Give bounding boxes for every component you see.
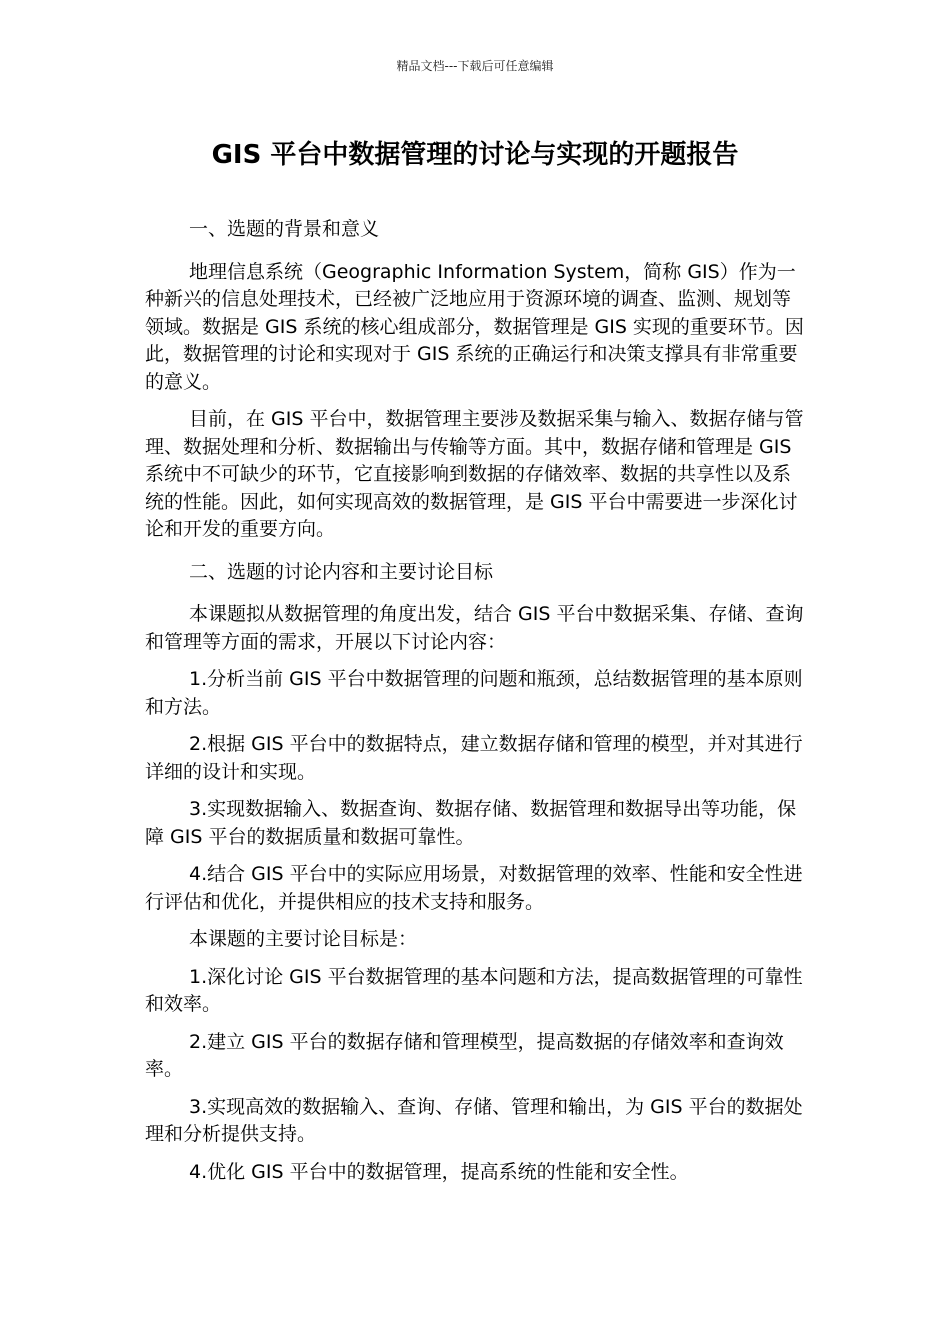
goals-intro: 本课题的主要讨论目标是： (189, 928, 418, 950)
paragraph-data-management-status: 目前，在 GIS 平台中，数据管理主要涉及数据采集与输入、数据存储与管理、数据处理和分析、数据输出与传输等方面。其中，数据存储和管理是 GIS 系统中不可缺少的环节，它直接影响到数据的存储效率、数据的共享性以及系统的性能。因此，如何实现高效的数据管理，是 GIS 平台中需要进一步深化讨论和开发的重要方向。 (145, 408, 804, 540)
goal-item-1: 1.深化讨论 GIS 平台数据管理的基本问题和方法，提高数据管理的可靠性和效率。 (145, 965, 803, 1015)
content-item-4: 4.结合 GIS 平台中的实际应用场景，对数据管理的效率、性能和安全性进行评估和优化，并提供相应的技术支持和服务。 (145, 863, 803, 913)
section-heading-background: 一、选题的背景和意义 (189, 218, 380, 240)
content-item-2: 2.根据 GIS 平台中的数据特点，建立数据存储和管理的模型，并对其进行详细的设计和实现。 (145, 733, 803, 783)
paragraph-content-intro: 本课题拟从数据管理的角度出发，结合 GIS 平台中数据采集、存储、查询和管理等方面的需求，开展以下讨论内容： (145, 603, 804, 653)
goal-item-4: 4.优化 GIS 平台中的数据管理，提高系统的性能和安全性。 (189, 1160, 689, 1183)
document-body (145, 216, 807, 1196)
goal-item-2: 2.建立 GIS 平台的数据存储和管理模型，提高数据的存储效率和查询效率。 (145, 1030, 784, 1080)
header-note: 精品文档---下载后可任意编辑 (396, 59, 554, 73)
goal-item-3: 3.实现高效的数据输入、查询、存储、管理和输出，为 GIS 平台的数据处理和分析提供支持。 (145, 1095, 803, 1145)
paragraph-gis-intro: 地理信息系统（Geographic Information System，简称 GIS）作为一种新兴的信息处理技术，已经被广泛地应用于资源环境的调查、监测、规划等领域。数据是 GIS 系统的核心组成部分，数据管理是 GIS 实现的重要环节。因此，数据管理的讨论和实现对于 GIS 系统的正确运行和决策支撑具有非常重要的意义。 (145, 260, 804, 393)
content-item-3: 3.实现数据输入、数据查询、数据存储、数据管理和数据导出等功能，保障 GIS 平台的数据质量和数据可靠性。 (145, 798, 797, 848)
content-item-1: 1.分析当前 GIS 平台中数据管理的问题和瓶颈，总结数据管理的基本原则和方法。 (145, 668, 803, 718)
section-heading-content-goals: 二、选题的讨论内容和主要讨论目标 (189, 560, 494, 583)
document-title: GIS 平台中数据管理的讨论与实现的开题报告 (211, 140, 739, 170)
